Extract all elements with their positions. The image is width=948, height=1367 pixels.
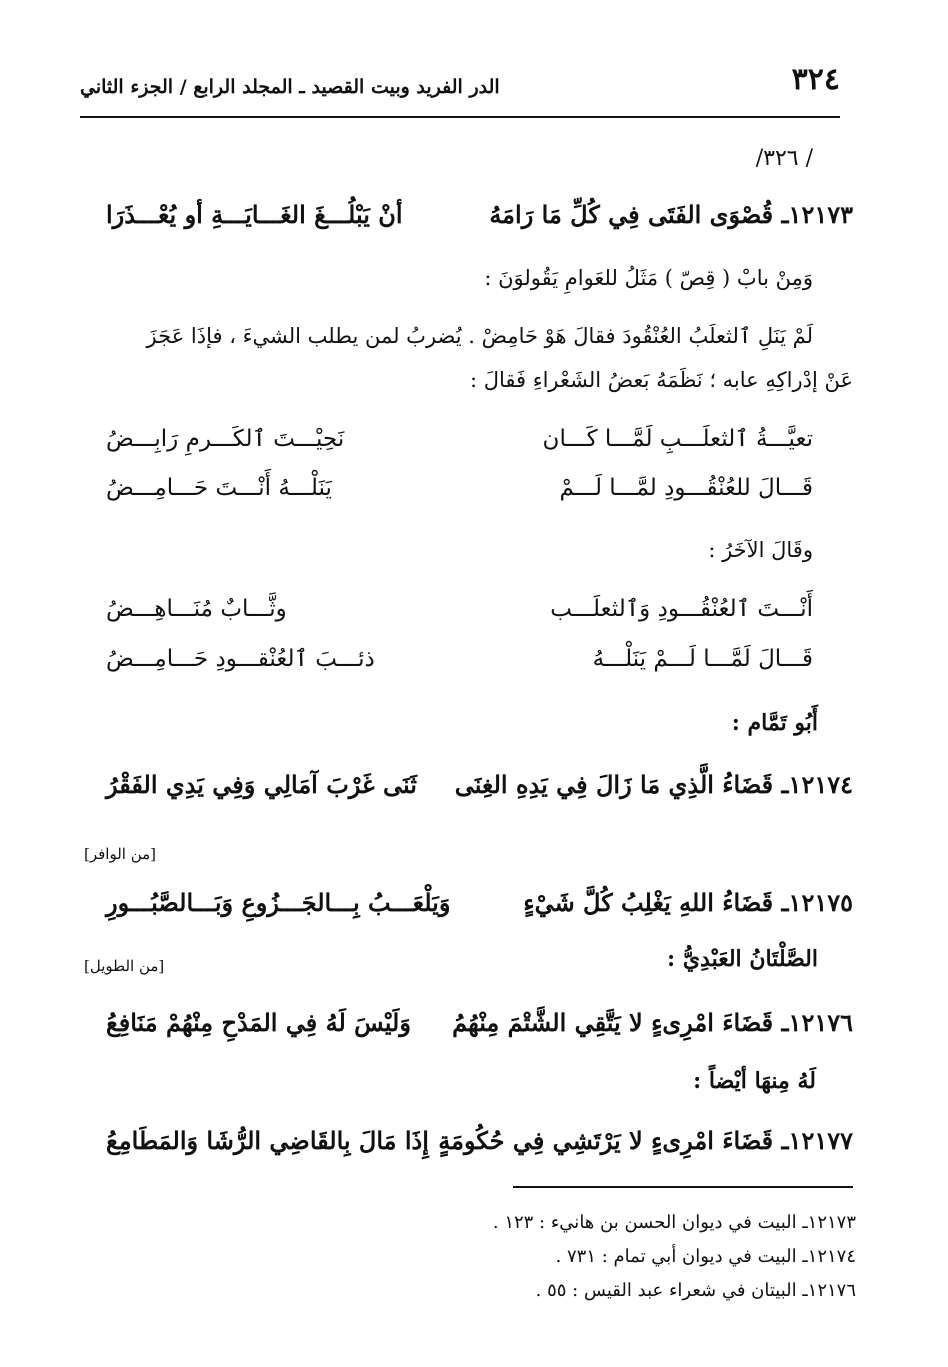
footnote: ١٢١٧٣ـ البيت في ديوان الحسن بن هانيء : ١٢٣ . (492, 1212, 856, 1233)
meter-label: [من الوافر] (84, 845, 157, 863)
footnote: ١٢١٧٤ـ البيت في ديوان أبي تمام : ٧٣١ . (555, 1246, 856, 1267)
verse-12173 (106, 200, 853, 244)
prose-line: لَمْ يَنَلِ ٱلثعلَبُ العُنْقُودَ فقالَ هَوْ حَامِضْ . يُضربُ لمن يطلب الشيءَ ، فإذَا عَجَزَ (146, 324, 813, 348)
prose-line: عَنْ إدْراكِهِ عابه ؛ نَظَمَهُ بَعضُ الشَعْراءِ فَقالَ : (469, 368, 853, 392)
verse-second-hemistich: وَيَلْعَـــبُ بِـــالجَـــزُوعِ وَبَـــالصَّبُـــورِ (106, 888, 451, 917)
hemistich-text: قَضَاءَ امْرِىءٍ لا يَرْتَشِي فِي حُكُومَةٍ (438, 1126, 774, 1155)
hemistich-text: قَـــالَ لَمَّـــا لَـــمْ يَنَلْـــهُ (592, 646, 813, 672)
poem-line (106, 426, 813, 466)
verse-12176 (106, 1008, 853, 1052)
hemistich-text: وثَّـــابٌ مُنَـــاهِـــضُ (106, 596, 287, 622)
verse-12177 (106, 1126, 853, 1170)
running-header-title: الدر الفريد وبيت القصيد ـ المجلد الرابع / الجزء الثاني (80, 76, 500, 98)
poet-label: أَبُو تَمَّام : (731, 710, 818, 736)
verse-number: ١٢١٧٣ـ (781, 200, 853, 229)
verse-first-hemistich (455, 770, 853, 799)
reference-number: / ٣٢٦/ (755, 146, 813, 171)
hemistich-text: قَـــالَ للعُنْقُـــودِ لمَّـــا لَـــمْ (559, 475, 813, 501)
hemistich-text: أَنْـــتَ ٱلعُنْقُـــودِ وَٱلثعلَـــب (550, 596, 813, 622)
hemistich-text: قَضَاءُ اللهِ يَغْلِبُ كُلَّ شَيْءٍ (523, 888, 774, 917)
hemistich-text: تعيَّـــةُ ٱلثعلَـــبِ لَمَّـــا كَـــان (542, 426, 813, 452)
footnote-rule (513, 1186, 853, 1188)
verse-first-hemistich (438, 1126, 853, 1155)
verse-second-hemistich: إِذَا مَالَ بِالقَاضِي الرُّشَا وَالمَطَامِعُ (106, 1126, 429, 1155)
hemistich-text: نَحِيْـــتَ ٱلكَـــرمِ رَابِـــضُ (106, 426, 345, 452)
verse-number: ١٢١٧٦ـ (781, 1008, 853, 1037)
verse-first-hemistich (452, 1008, 853, 1037)
verse-12174 (106, 770, 853, 814)
verse-12175 (106, 888, 853, 932)
verse-first-hemistich (523, 888, 853, 917)
hemistich-text: قُصْوَى الفَتَى فِي كُلِّ مَا رَامَهُ (489, 200, 774, 229)
poem-line (106, 596, 813, 636)
hemistich-text: ذئـــبَ ٱلعُنْقـــودِ حَـــامِـــضُ (106, 646, 375, 672)
verse-second-hemistich: أنْ يَبْلُـــغَ الغَـــايَـــةِ أو يُعْـــذَرَا (106, 200, 403, 229)
verse-second-hemistich: ثَنَى غَرْبَ آمَالِي وَفِي يَدِي الفَقْرُ (106, 770, 417, 799)
verse-number: ١٢١٧٤ـ (781, 770, 853, 799)
poet-label: الصَّلْتَانُ العَبْدِيُّ : (667, 946, 818, 972)
hemistich-text: قَضَاءُ الَّذِي مَا زَالَ فِي يَدِهِ الغِنَى (454, 770, 774, 799)
section-label: لَهُ مِنهَا أيْضاً : (693, 1068, 816, 1094)
meter-label: [من الطويل] (84, 957, 165, 975)
verse-first-hemistich (489, 200, 853, 229)
hemistich-text: قَضَاءَ امْرِىءٍ لا يَتَّقِي الشَّتْمَ مِنْهُمُ (452, 1008, 774, 1037)
poem-line (106, 475, 813, 515)
verse-number: ١٢١٧٥ـ (781, 888, 853, 917)
footnote: ١٢١٧٦ـ البيتان في شعراء عبد القيس : ٥٥ . (535, 1280, 856, 1301)
prose-line: وقَالَ الآخَرُ : (708, 538, 813, 562)
prose-line: وَمِنْ بابْ ( قِصّ ) مَثَلُ للعَوامِ يَقُولوَنَ : (484, 266, 813, 290)
verse-second-hemistich: وَلَيْسَ لَهُ فِي المَدْحِ مِنْهُمْ مَنَافِعُ (106, 1008, 411, 1037)
header-rule (80, 116, 840, 118)
page-number: ٣٢٤ (791, 62, 840, 97)
hemistich-text: يَنَلْـــهُ أَنْـــتَ حَـــامِـــضُ (106, 475, 332, 501)
verse-number: ١٢١٧٧ـ (781, 1126, 853, 1155)
poem-line (106, 646, 813, 686)
